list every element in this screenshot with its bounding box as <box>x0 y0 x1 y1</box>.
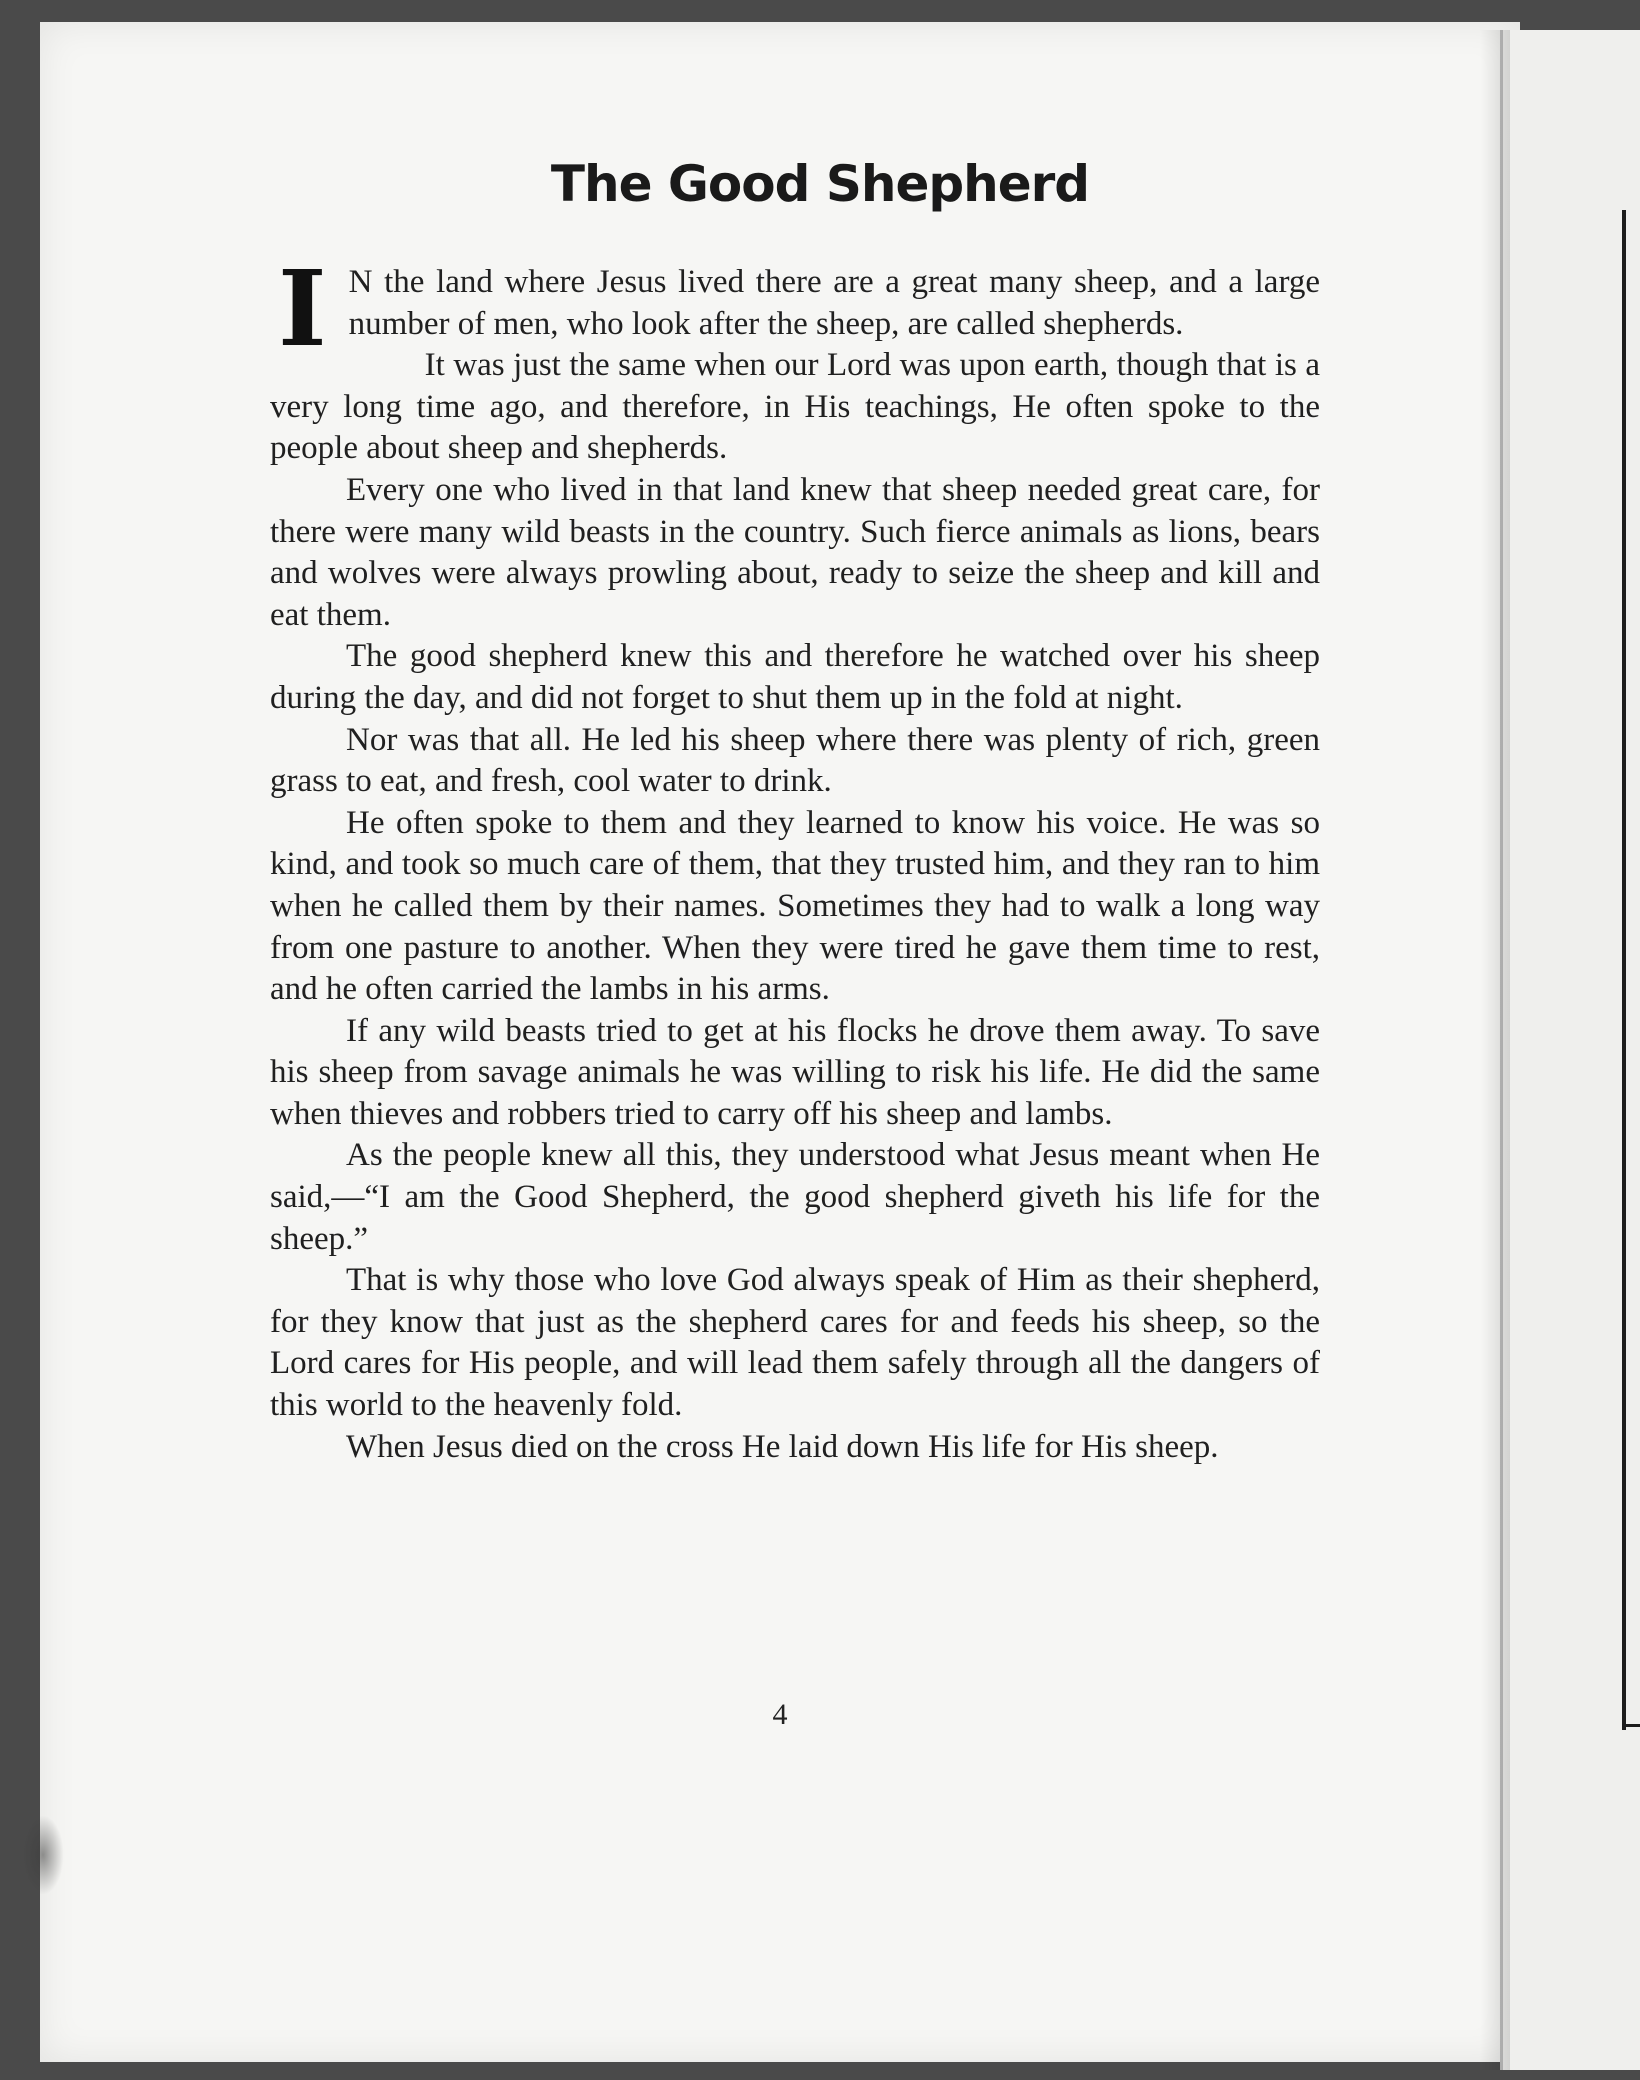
paragraph-1 <box>270 247 1320 370</box>
ink-smudge <box>22 1815 64 1895</box>
paragraph-7: If any wild beasts tried to get at his flocks he drove them away. To save his sheep from savage animals he was willing to risk his life. He did the same when thieves and robbers tried to carry off his sheep and lambs. <box>270 1012 1320 1132</box>
paragraph-5: Nor was that all. He led his sheep where there was plenty of rich, green grass to eat, and fresh, cool water to drink. <box>270 721 1320 800</box>
page-title: The Good Shepherd <box>550 155 1090 213</box>
paragraph-2: It was just the same when our Lord was upon earth, though that is a very long time ago, and therefore, in His teachings, He often spoke to the people about sheep and shepherds. <box>270 347 1320 467</box>
facing-page-border-corner <box>1622 1724 1640 1727</box>
page-number: 4 <box>772 1698 788 1731</box>
gutter-shadow <box>1480 30 1510 2070</box>
story-text <box>270 247 1320 1468</box>
paragraph-6: He often spoke to them and they learned to know his voice. He was so kind, and took so much care of them, that they trusted him, and they ran to him when he called them by their names. Sometimes they had to walk a long way from one pasture to another. When they were tired he gave them time to rest, and he often carried the lambs in his arms. <box>270 804 1320 1008</box>
paragraph-8: As the people knew all this, they understood what Jesus meant when He said,—“I am the Good Shepherd, the good shepherd giveth his life for the sheep.” <box>270 1137 1320 1257</box>
paragraph-10: When Jesus died on the cross He laid down His life for His sheep. <box>346 1428 1219 1465</box>
paragraph-1-text: N the land where Jesus lived there are a great many sheep, and a large number of men, who look after the sheep, are called shepherds. <box>348 264 1320 342</box>
facing-page-edge <box>1500 30 1640 2070</box>
drop-cap: I <box>278 247 327 370</box>
paragraph-9: That is why those who love God always speak of Him as their shepherd, for they know that just as the shepherd cares for and feeds his sheep, so the Lord cares for His people, and will lead them safely through all the dangers of this world to the heavenly fold. <box>270 1262 1320 1424</box>
facing-page-border-line <box>1622 210 1626 1730</box>
paragraph-3: Every one who lived in that land knew that sheep needed great care, for there were many wild beasts in the country. Such fierce animals as lions, bears and wolves were always prowling about, ready to seize the sheep and kill and eat them. <box>270 471 1320 633</box>
paragraph-4: The good shepherd knew this and therefore he watched over his sheep during the day, and did not forget to shut them up in the fold at night. <box>270 638 1320 716</box>
